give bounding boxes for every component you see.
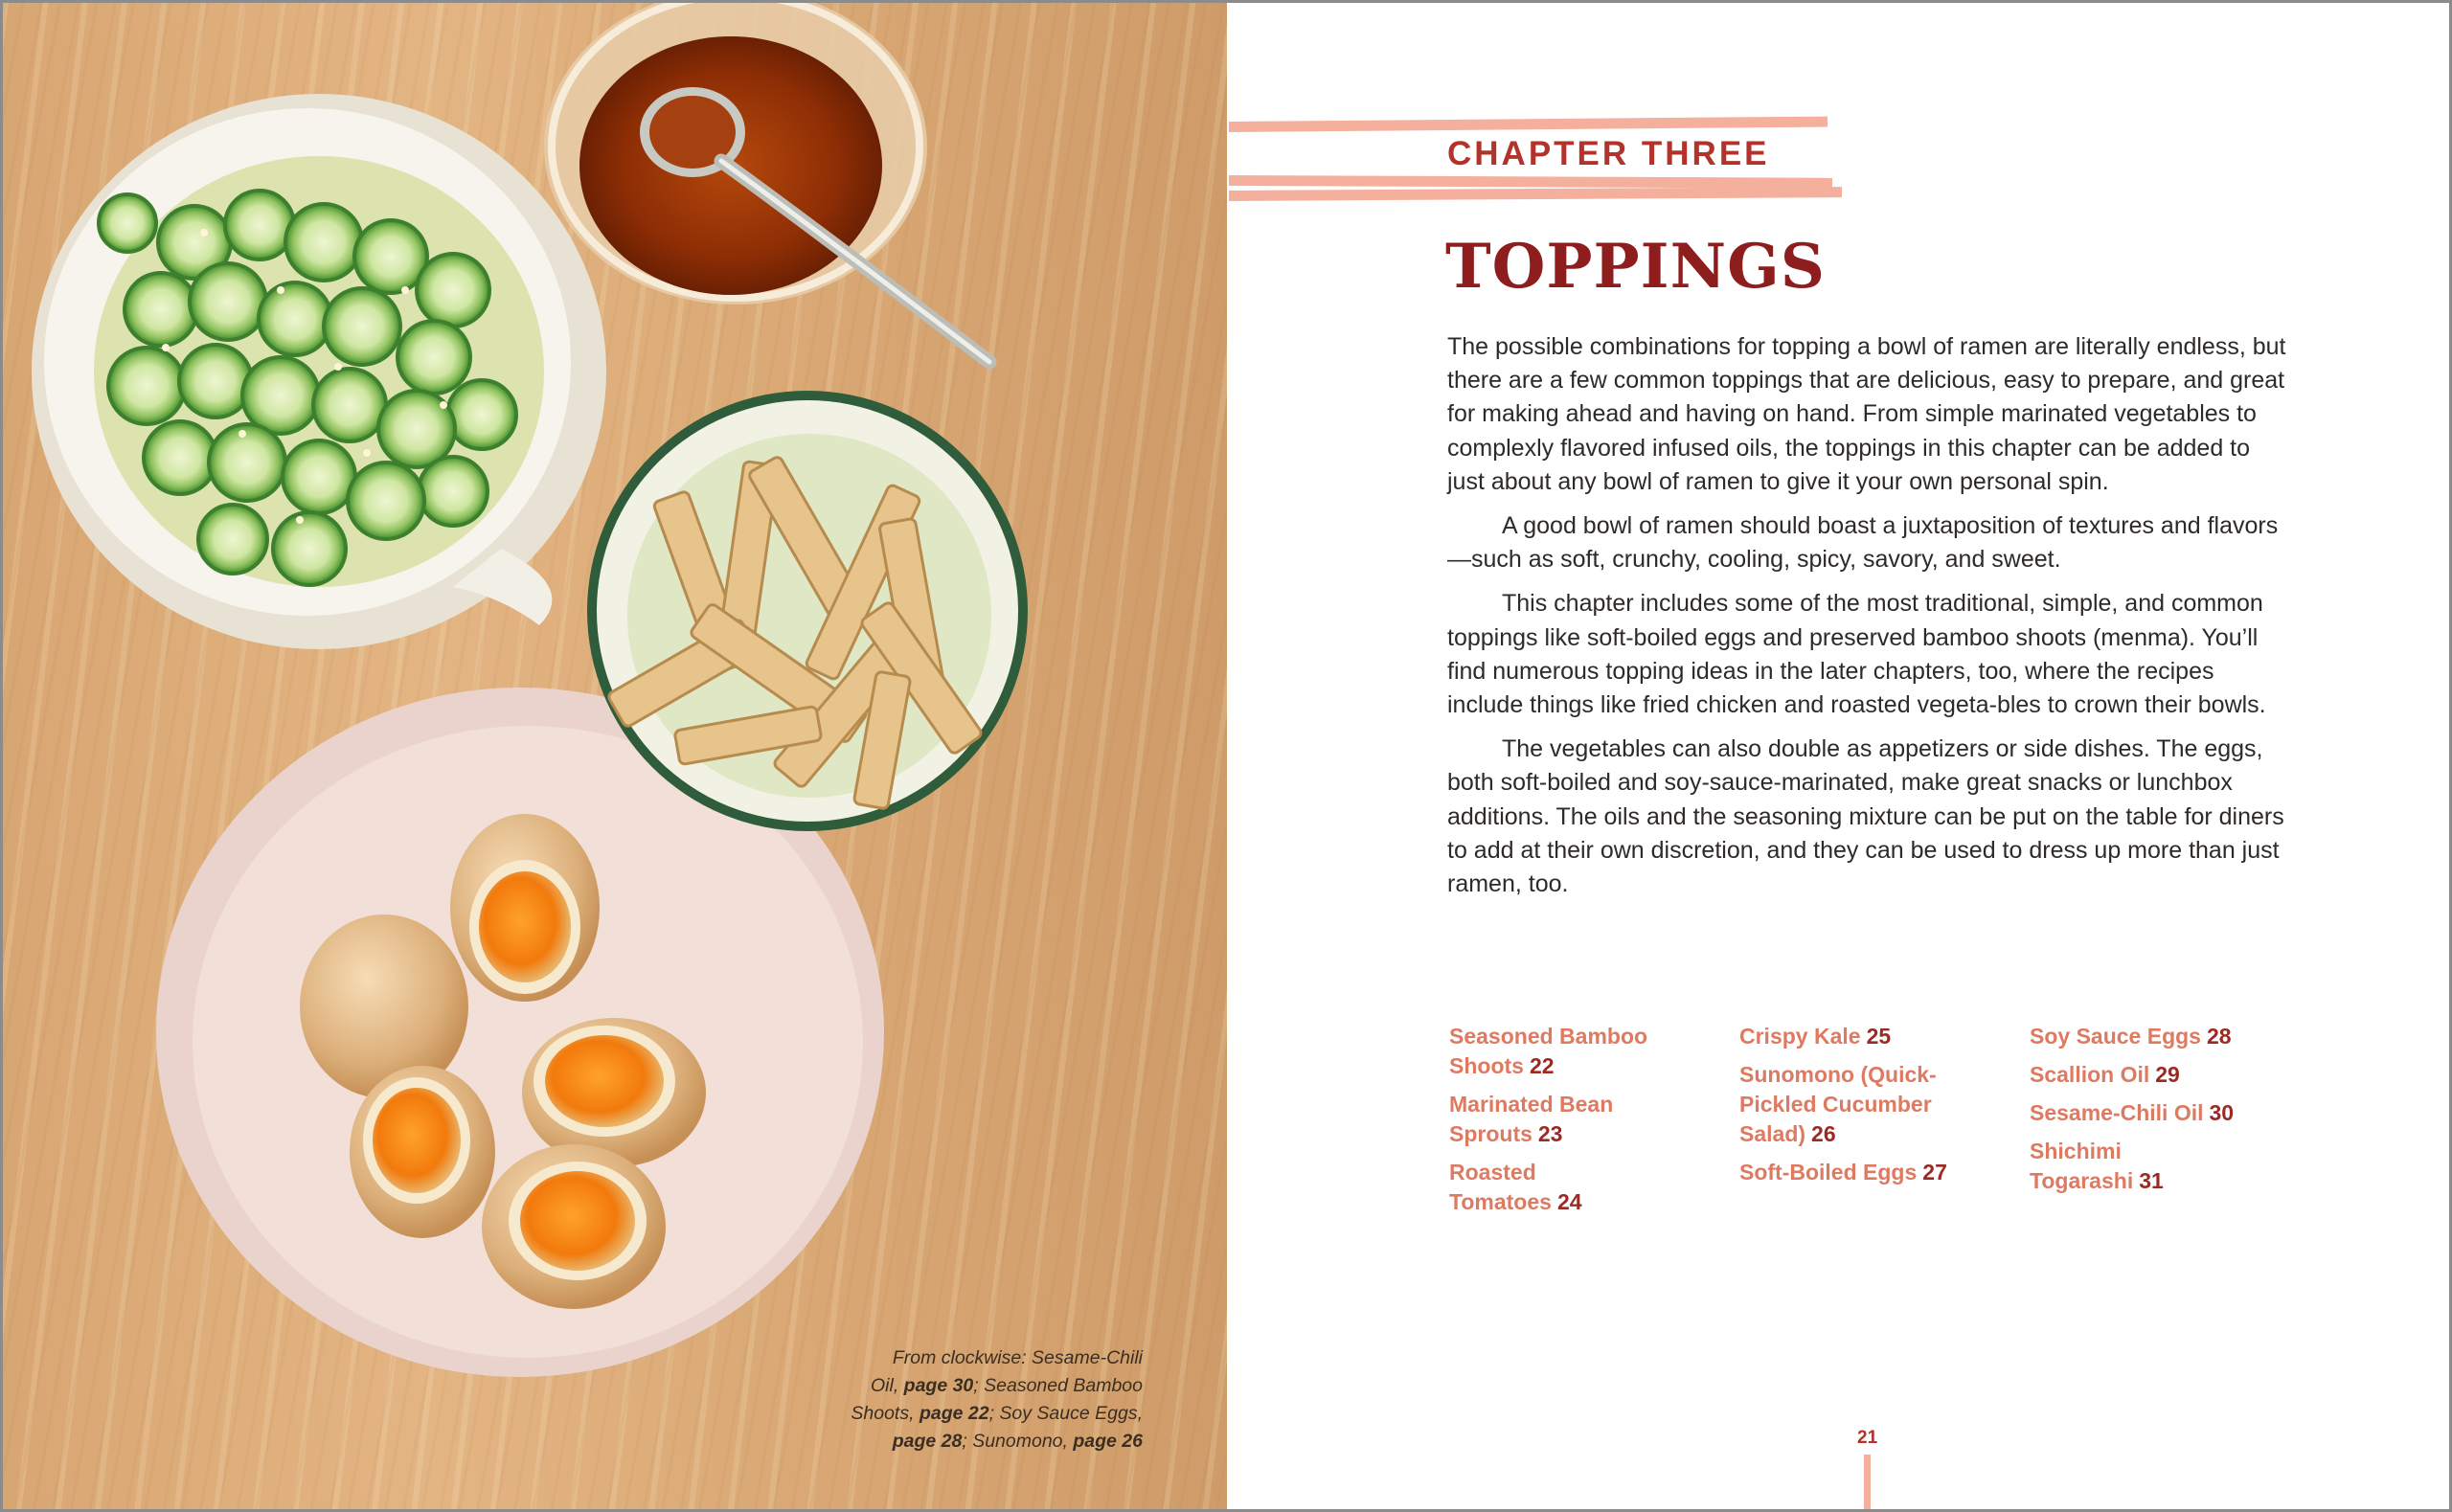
recipe-link[interactable] <box>1739 1060 1960 1149</box>
recipe-name: Soy Sauce Eggs <box>2030 1024 2201 1049</box>
paragraph: This chapter includes some of the most traditional, simple, and common toppings like soft-boiled eggs and preserved bamboo shoots (menma). You’ll find numerous topping ideas in the later chapters, too, where the recipes include things like fried chicken and roasted vegeta-bles to crown their bowls. <box>1447 590 2266 719</box>
caption-line-1: From clockwise: Sesame-Chili <box>892 1347 1143 1368</box>
paragraph: The possible combinations for topping a bowl of ramen are literally endless, but there are a few common toppings that are delicious, easy to prepare, and great for making ahead and having on hand. From simple marinated vegetables to complexly flavored infused oils, the toppings in this chapter can be added to just about any bowl of ramen to give it your own personal spin. <box>1447 333 2286 495</box>
recipe-list-column-2 <box>1739 1022 1960 1196</box>
recipe-page: 24 <box>1556 1189 1582 1214</box>
caption-page-ref: page 28 <box>892 1431 963 1452</box>
caption-text: ; Seasoned Bamboo <box>973 1375 1143 1396</box>
paragraph: The vegetables can also double as appetizers or side dishes. The eggs, both soft-boiled and soy-sauce-marinated, make great snacks or lunchbox additions. The oils and the seasoning mixture can be put on the table for diners to add at their own discretion, and they can be used to dress up more than just ramen, too. <box>1447 735 2284 898</box>
decorative-stripe <box>1229 175 1832 189</box>
body-text <box>1447 330 2290 912</box>
photo-caption <box>760 1344 1143 1456</box>
recipe-link[interactable] <box>1739 1158 1960 1187</box>
recipe-list-column-3 <box>2030 1022 2250 1205</box>
recipe-link[interactable] <box>1449 1090 1669 1149</box>
recipe-page: 25 <box>1866 1024 1892 1049</box>
recipe-page: 23 <box>1537 1121 1563 1146</box>
recipe-link[interactable] <box>2030 1060 2250 1090</box>
recipe-page: 30 <box>2209 1100 2235 1125</box>
recipe-page: 31 <box>2139 1168 2164 1193</box>
recipe-link[interactable] <box>1449 1158 1669 1217</box>
recipe-page: 27 <box>1922 1160 1947 1185</box>
decorative-stripe <box>1229 187 1842 201</box>
caption-text: Oil, <box>870 1375 904 1396</box>
chapter-label: CHAPTER THREE <box>1447 135 1770 172</box>
recipe-link[interactable] <box>2030 1137 2250 1196</box>
recipe-list-column-1 <box>1449 1022 1669 1226</box>
caption-page-ref: page 22 <box>919 1403 989 1424</box>
paragraph: A good bowl of ramen should boast a juxtaposition of textures and flavors—such as soft, crunchy, cooling, spicy, savory, and sweet. <box>1447 512 2279 574</box>
recipe-name: Shichimi Togarashi <box>2030 1139 2134 1193</box>
recipe-link[interactable] <box>1449 1022 1669 1081</box>
recipe-link[interactable] <box>2030 1098 2250 1128</box>
recipe-page: 28 <box>2206 1024 2232 1049</box>
recipe-name: Marinated Bean Sprouts <box>1449 1092 1614 1146</box>
recipe-page: 26 <box>1811 1121 1836 1146</box>
recipe-link[interactable] <box>2030 1022 2250 1051</box>
caption-text: ; Soy Sauce Eggs, <box>988 1403 1143 1424</box>
recipe-name: Seasoned Bamboo Shoots <box>1449 1024 1648 1078</box>
decorative-stripe <box>1229 117 1828 132</box>
page-number: 21 <box>1857 1428 1878 1448</box>
page-number-marker <box>1864 1455 1871 1509</box>
recipe-page: 29 <box>2155 1062 2180 1087</box>
recipe-name: Scallion Oil <box>2030 1062 2150 1087</box>
food-photo <box>3 3 1227 1509</box>
caption-page-ref: page 30 <box>903 1375 974 1396</box>
caption-text: Shoots, <box>851 1403 920 1424</box>
recipe-page: 22 <box>1529 1053 1555 1078</box>
recipe-name: Crispy Kale <box>1739 1024 1861 1049</box>
recipe-name: Sesame-Chili Oil <box>2030 1100 2204 1125</box>
recipe-name: Sunomono (Quick-Pickled Cucumber Salad) <box>1739 1062 1937 1146</box>
recipe-name: Soft-Boiled Eggs <box>1739 1160 1918 1185</box>
chapter-title: TOPPINGS <box>1445 231 1826 303</box>
caption-text: ; Sunomono, <box>962 1431 1074 1452</box>
caption-page-ref: page 26 <box>1073 1431 1143 1452</box>
recipe-link[interactable] <box>1739 1022 1960 1051</box>
text-page <box>1227 3 2449 1509</box>
food-photo-illustration <box>3 3 1227 1509</box>
recipe-name: Roasted Tomatoes <box>1449 1160 1552 1214</box>
